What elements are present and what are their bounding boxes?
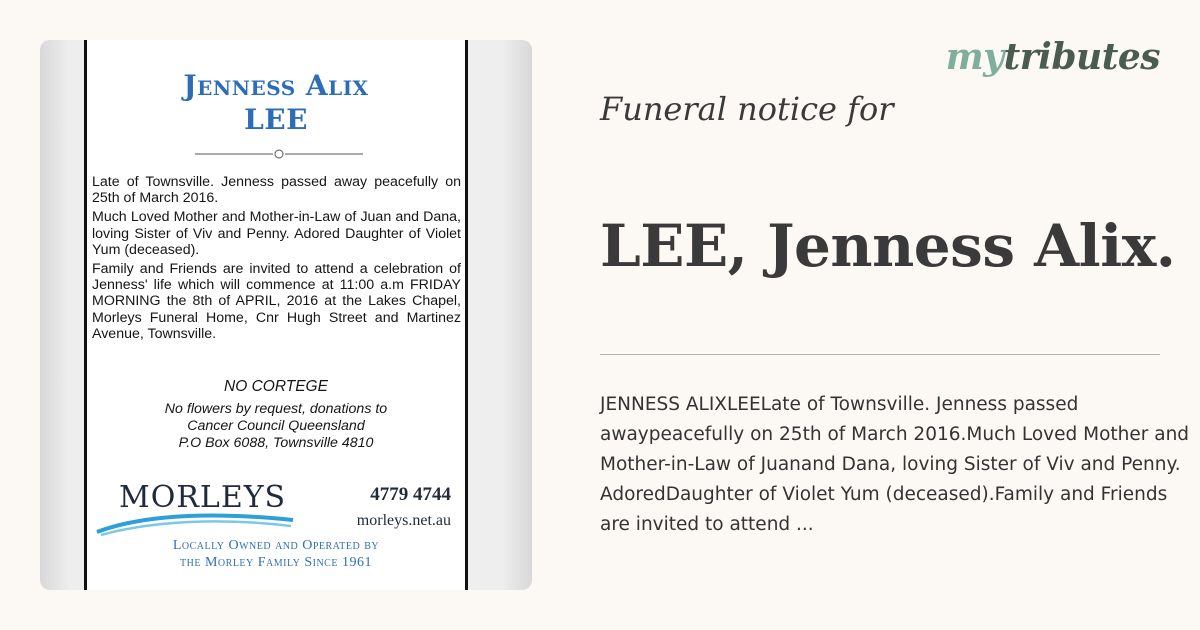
notice-excerpt: JENNESS ALIXLEELate of Townsville. Jenness passed awaypeacefully on 25th of March 2016.Much Loved Mother and Mother-in-Law of Juanand Dana, loving Sister of Viv and Penny. AdoredDaughter of Violet Yum (deceased).Family and Friends are invited to attend ...: [600, 394, 1190, 535]
funeral-home-tagline: [87, 537, 465, 571]
funeral-home-website: morleys.net.au: [356, 512, 451, 529]
funeral-notice-image: [40, 40, 532, 590]
notice-first-name: Jenness Alix: [183, 69, 369, 102]
tagline-line-1: Locally Owned and Operated by: [172, 538, 380, 553]
funeral-home-phone: 4779 4744: [370, 484, 451, 505]
funeral-home-logo: MORLEYS: [119, 480, 287, 515]
tagline-line-2: the Morley Family Since 1961: [180, 555, 372, 570]
donation-line-3: P.O Box 6088, Townsville 4810: [178, 435, 374, 451]
notice-paragraph-1: Late of Townsville. Jenness passed away peacefully on 25th of March 2016.: [92, 174, 461, 207]
ornament-divider-icon: [195, 148, 363, 160]
brand-part-my: my: [945, 36, 1004, 78]
newspaper-notice: [84, 40, 468, 590]
notice-body: [92, 174, 461, 345]
donation-line-1: No flowers by request, donations to: [164, 401, 388, 417]
notice-lead-text: Funeral notice for: [600, 90, 894, 128]
no-cortege-text: NO CORTEGE: [224, 378, 328, 395]
donations-text: [87, 401, 465, 452]
mytributes-logo[interactable]: [946, 36, 1160, 78]
notice-paragraph-2: Much Loved Mother and Mother-in-Law of Juan and Dana, loving Sister of Viv and Penny. Adored Daughter of Violet Yum (deceased).: [92, 209, 461, 258]
donation-line-2: Cancer Council Queensland: [187, 418, 365, 434]
notice-last-name: LEE: [244, 103, 308, 136]
notice-paragraph-3: Family and Friends are invited to attend a celebration of Jenness' life which will commence at 11:00 a.m FRIDAY MORNING the 8th of APRIL, 2016 at the Lakes Chapel, Morleys Funeral Home, Cnr Hugh Street and Martinez Avenue, Townsville.: [92, 261, 461, 342]
wave-swoosh-icon: [95, 510, 295, 536]
section-divider: [600, 354, 1160, 355]
brand-part-tributes: tributes: [1003, 36, 1160, 78]
deceased-name-heading: LEE, Jenness Alix.: [600, 212, 1176, 280]
